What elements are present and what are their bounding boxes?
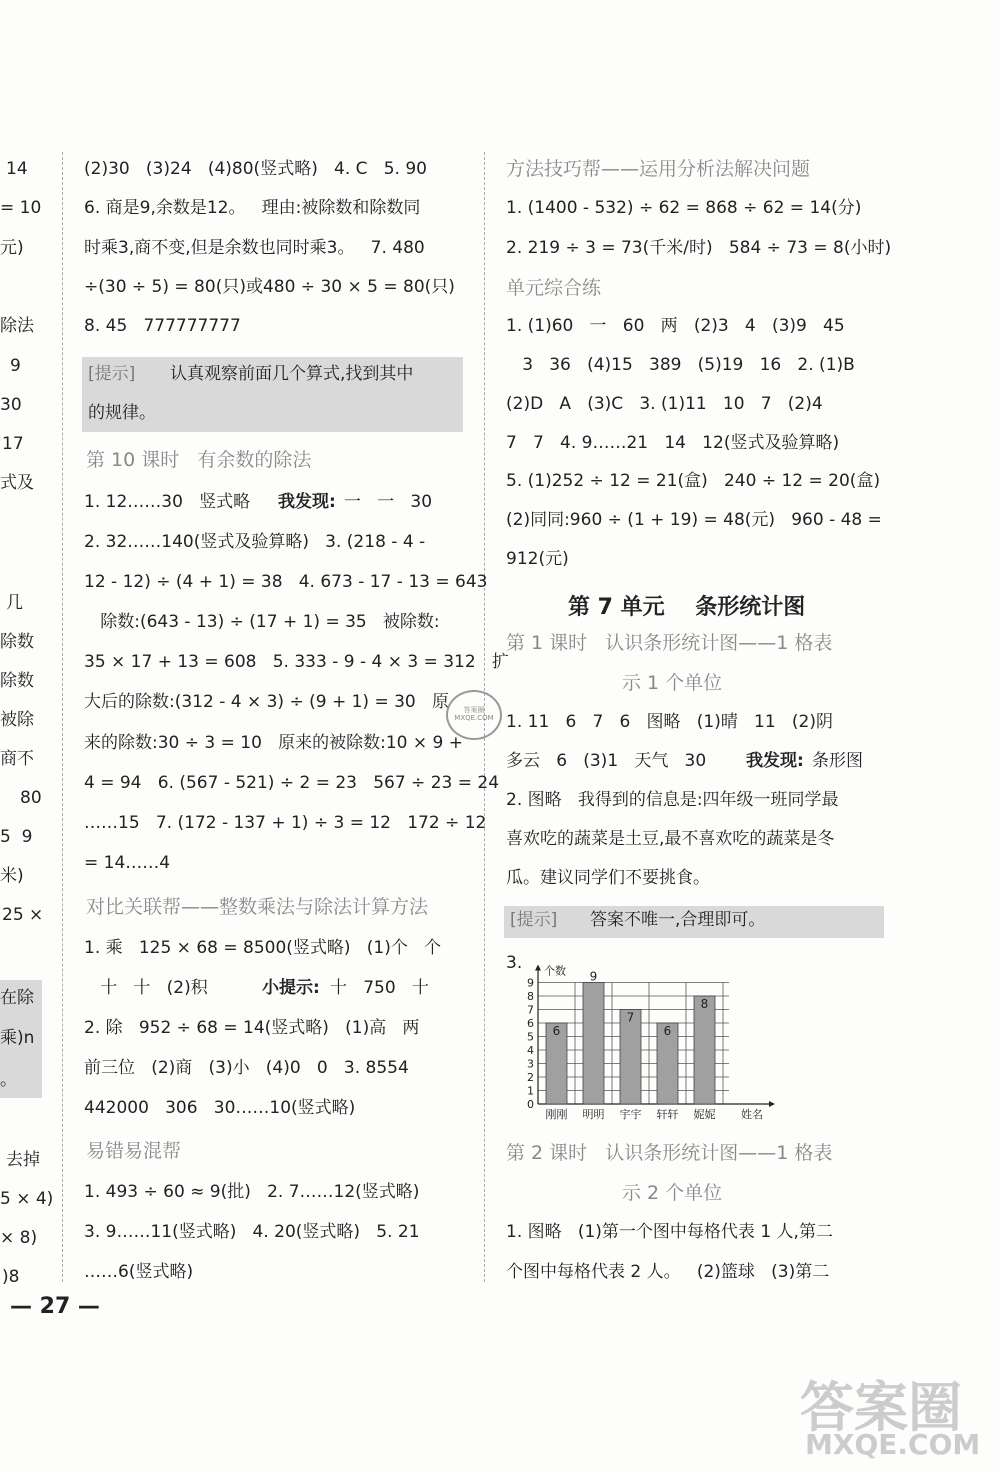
- middle-line-a-1: (2)30 (3)24 (4)80(竖式略) 4. C 5. 90: [84, 159, 427, 179]
- right-line-c-2: 多云 6 (3)1 天气 30: [506, 751, 723, 771]
- middle-line-b-2: 2. 32……140(竖式及验算略) 3. (218 - 4 -: [84, 532, 426, 552]
- left-fragment-19: 乘)n: [0, 1028, 35, 1048]
- x-axis-arrow: [769, 1101, 775, 1107]
- bar-value-label: 6: [663, 1024, 672, 1038]
- left-fragment-18: 在除: [0, 988, 34, 1008]
- lesson-2-title: 第 2 课时 认识条形统计图——1 格表: [506, 1142, 833, 1164]
- middle-line-c-5: 442000 306 30……10(竖式略): [84, 1098, 356, 1118]
- left-fragment-17: 25 ×: [2, 905, 44, 925]
- right-line-a-2: 2. 219 ÷ 3 = 73(千米/时) 584 ÷ 73 = 8(小时): [506, 238, 892, 258]
- y-tick-label: 5: [527, 1030, 534, 1044]
- y-tick-label: 4: [527, 1044, 534, 1057]
- middle-line-b-4: 除数:(643 - 13) ÷ (17 + 1) = 35 被除数:: [84, 612, 440, 632]
- found-text: 一 一 30: [344, 492, 433, 512]
- stamp-text: 答案圈 MXQE.COM: [454, 706, 494, 722]
- bar-value-label: 8: [700, 997, 709, 1011]
- hint-label: [提示]: [88, 364, 136, 384]
- y-tick-label: 2: [527, 1071, 534, 1084]
- left-fragment-22: 5 × 4): [0, 1189, 54, 1209]
- y-tick-label: 6: [527, 1017, 534, 1030]
- right-line-c-4: 喜欢吃的蔬菜是土豆,最不喜欢吃的蔬菜是冬: [506, 829, 835, 849]
- bar: [694, 996, 715, 1104]
- hint-2-text: 答案不唯一,合理即可。: [590, 910, 766, 930]
- left-fragment-2: = 10: [0, 198, 42, 218]
- y-tick-label: 1: [527, 1084, 534, 1098]
- middle-line-b-6: 大后的除数:(312 - 4 × 3) ÷ (9 + 1) = 30 原: [84, 692, 449, 712]
- middle-line-b-1: 1. 12……30 竖式略: [84, 492, 267, 512]
- right-line-b-7: 912(元): [506, 549, 569, 569]
- right-found-label: 我发现:: [746, 751, 804, 771]
- category-label: 轩轩: [656, 1108, 679, 1121]
- y-tick-label: 0: [527, 1098, 534, 1111]
- left-fragment-12: 被除: [0, 710, 34, 730]
- category-label: 妮妮: [693, 1108, 716, 1121]
- hint-text: 认真观察前面几个算式,找到其中: [170, 364, 414, 384]
- right-line-b-4: 7 7 4. 9……21 14 12(竖式及验算略): [506, 433, 840, 453]
- mistake-section-title: 易错易混帮: [86, 1140, 182, 1162]
- middle-line-c-2: 十 十 (2)积: [84, 978, 224, 998]
- method-section-title: 方法技巧帮——运用分析法解决问题: [506, 158, 811, 180]
- left-fragment-5: 9: [10, 356, 21, 376]
- left-fragment-8: 式及: [0, 473, 34, 493]
- right-line-d-1: 1. 图略 (1)第一个图中每格代表 1 人,第二: [506, 1222, 833, 1242]
- right-line-d-2: 个图中每格代表 2 人。 (2)篮球 (3)第二: [506, 1262, 830, 1282]
- unit-practice-title: 单元综合练: [506, 277, 602, 299]
- middle-line-a-2: 6. 商是9,余数是12。 理由:被除数和除数同: [84, 198, 421, 218]
- category-label: 刚刚: [545, 1108, 568, 1121]
- compare-section-title: 对比关联帮——整数乘法与除法计算方法: [86, 896, 429, 918]
- left-fragment-11: 除数: [0, 671, 34, 691]
- stamp: [446, 690, 502, 740]
- left-fragment-14: 80: [20, 788, 42, 808]
- bar-value-label: 9: [589, 969, 598, 984]
- y-tick-label: 7: [527, 1003, 534, 1017]
- right-found-text: 条形图: [812, 751, 863, 771]
- right-line-b-1: 1. (1)60 一 60 两 (2)3 4 (3)9 45: [506, 316, 845, 336]
- found-label: 我发现:: [278, 492, 336, 512]
- page-number: — 27 —: [10, 1294, 100, 1319]
- left-fragment-1: 14: [6, 159, 28, 179]
- middle-line-b-7: 来的除数:30 ÷ 3 = 10 原来的被除数:10 × 9 +: [84, 733, 463, 753]
- middle-line-a-5: 8. 45 777777777: [84, 316, 241, 336]
- middle-line-c-3: 2. 除 952 ÷ 68 = 14(竖式略) (1)高 两: [84, 1018, 420, 1038]
- watermark-url: MXQE.COM: [805, 1428, 981, 1461]
- right-line-b-5: 5. (1)252 ÷ 12 = 21(盒) 240 ÷ 12 = 20(盒): [506, 471, 881, 491]
- middle-line-d-3: ……6(竖式略): [84, 1262, 194, 1282]
- column-divider-left: [62, 152, 63, 1282]
- lesson-1-title-2: 示 1 个单位: [622, 672, 723, 694]
- left-fragment-13: 商不: [0, 749, 34, 769]
- bar-value-label: 7: [626, 1010, 635, 1025]
- left-fragment-3: 元): [0, 238, 24, 258]
- y-tick-label: 8: [527, 990, 534, 1003]
- question-3-label: 3.: [506, 953, 523, 973]
- middle-line-a-3: 时乘3,商不变,但是余数也同时乘3。 7. 480: [84, 238, 425, 258]
- bar: [583, 983, 604, 1105]
- category-label: 宇宇: [619, 1108, 642, 1121]
- y-axis-label: 个数: [544, 964, 566, 978]
- y-tick-label: 3: [527, 1057, 534, 1071]
- left-fragment-6: 30: [0, 395, 22, 415]
- middle-line-d-1: 1. 493 ÷ 60 ≈ 9(批) 2. 7……12(竖式略): [84, 1182, 420, 1202]
- hint-2-label: [提示]: [510, 910, 558, 930]
- middle-line-b-3: 12 - 12) ÷ (4 + 1) = 38 4. 673 - 17 - 13 = 643: [84, 572, 488, 592]
- middle-line-a-4: ÷(30 ÷ 5) = 80(只)或480 ÷ 30 × 5 = 80(只): [84, 277, 455, 297]
- left-fragment-15: 5 9: [0, 827, 33, 847]
- tip-label: 小提示:: [262, 978, 320, 998]
- y-axis-arrow: [535, 965, 541, 971]
- left-fragment-10: 除数: [0, 632, 34, 652]
- left-fragment-7: 17: [2, 434, 24, 454]
- watermark-logo: 答案圈: [800, 1376, 962, 1439]
- left-fragment-23: × 8): [0, 1228, 38, 1248]
- right-line-c-1: 1. 11 6 7 6 图略 (1)晴 11 (2)阴: [506, 712, 833, 732]
- bar-chart: [520, 952, 820, 1122]
- left-fragment-24: )8: [2, 1267, 20, 1287]
- left-fragment-21: 去掉: [6, 1150, 40, 1170]
- middle-line-d-2: 3. 9……11(竖式略) 4. 20(竖式略) 5. 21: [84, 1222, 420, 1242]
- middle-line-b-9: ……15 7. (172 - 137 + 1) ÷ 3 = 12 172 ÷ 12: [84, 813, 487, 833]
- left-fragment-4: 除法: [0, 316, 34, 336]
- right-line-a-1: 1. (1400 - 532) ÷ 62 = 868 ÷ 62 = 14(分): [506, 198, 862, 218]
- left-fragment-16: 米): [0, 866, 24, 886]
- x-axis-label: 姓名: [741, 1108, 763, 1121]
- left-fragment-9: 几: [6, 593, 23, 613]
- right-line-c-5: 瓜。建议同学们不要挑食。: [506, 868, 710, 888]
- lesson-1-title: 第 1 课时 认识条形统计图——1 格表: [506, 632, 833, 654]
- middle-line-c-4: 前三位 (2)商 (3)小 (4)0 0 3. 8554: [84, 1058, 409, 1078]
- middle-line-c-1: 1. 乘 125 × 68 = 8500(竖式略) (1)个 个: [84, 938, 442, 958]
- right-line-b-6: (2)同同:960 ÷ (1 + 19) = 48(元) 960 - 48 =: [506, 510, 882, 530]
- middle-line-b-10: = 14……4: [84, 853, 171, 873]
- lesson-2-title-2: 示 2 个单位: [622, 1182, 723, 1204]
- y-tick-label: 9: [527, 976, 534, 990]
- tip-text: 十 750 十: [330, 978, 429, 998]
- bar-value-label: 6: [552, 1024, 561, 1038]
- lesson-10-title: 第 10 课时 有余数的除法: [86, 449, 312, 471]
- unit-7-title: 第 7 单元 条形统计图: [568, 595, 806, 620]
- middle-line-b-8: 4 = 94 6. (567 - 521) ÷ 2 = 23 567 ÷ 23 = 24: [84, 773, 500, 793]
- left-fragment-20: 。: [0, 1070, 17, 1090]
- right-line-c-3: 2. 图略 我得到的信息是:四年级一班同学最: [506, 790, 839, 810]
- right-line-b-2: 3 36 (4)15 389 (5)19 16 2. (1)B: [506, 355, 855, 375]
- category-label: 明明: [582, 1108, 605, 1121]
- right-line-b-3: (2)D A (3)C 3. (1)11 10 7 (2)4: [506, 394, 823, 414]
- middle-line-b-5: 35 × 17 + 13 = 608 5. 333 - 9 - 4 × 3 = 312 扩: [84, 652, 509, 672]
- hint-text-2: 的规律。: [88, 403, 156, 423]
